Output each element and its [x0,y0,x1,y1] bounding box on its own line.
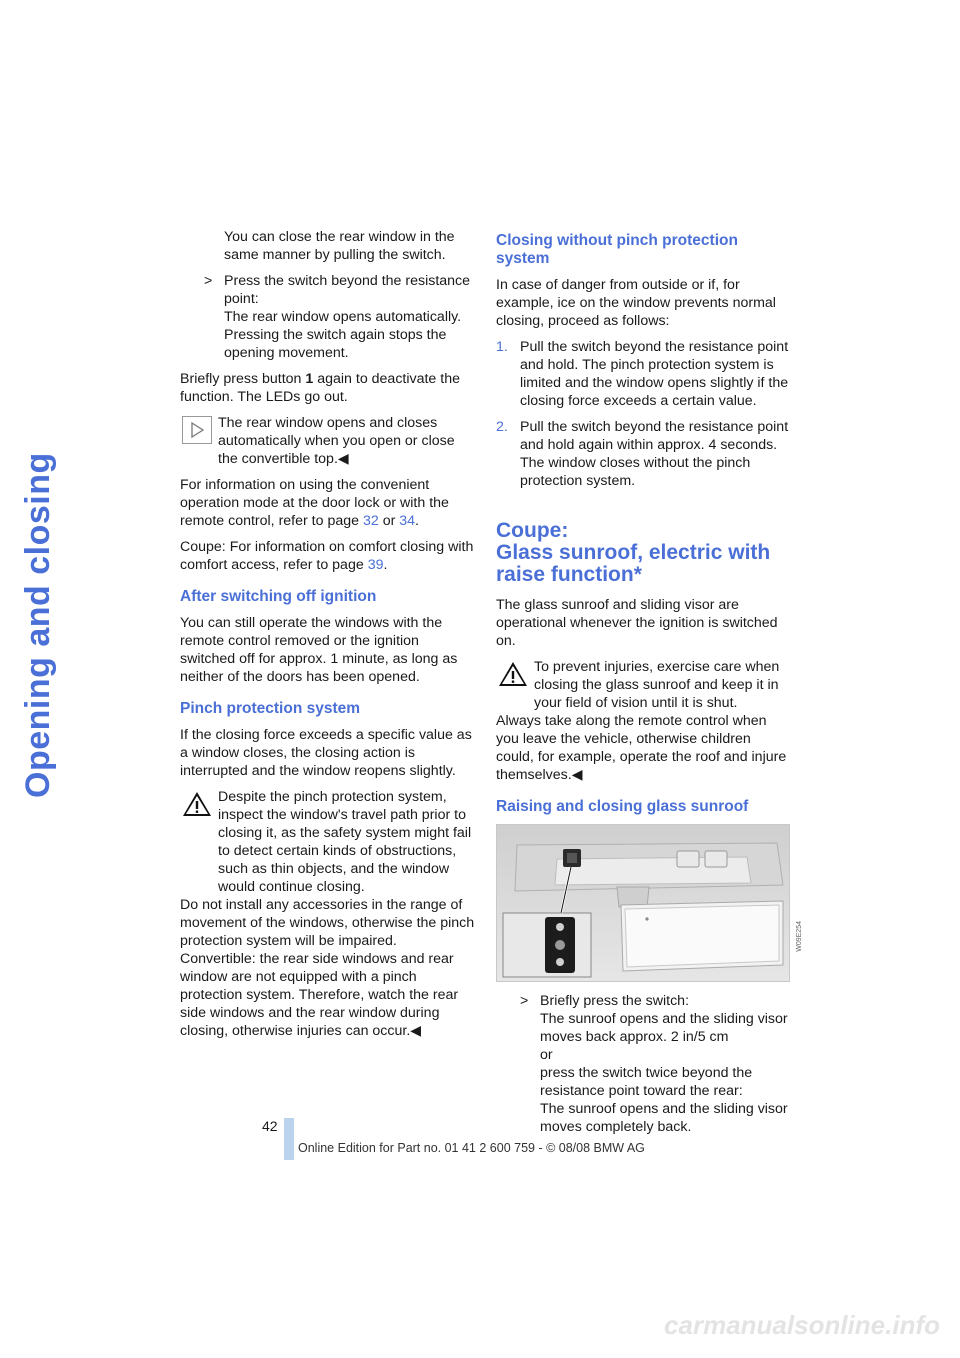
warning-text: To prevent injuries, exercise care when closing the glass sunroof and keep it in your field of vision until it is shut. [534,659,780,711]
warning-block [496,658,792,784]
paragraph: You can still operate the windows with the remote control removed or the ignition switched off for approx. 1 minute, as long as neither of the doors has been opened. [180,615,458,685]
warning-block [180,788,476,1040]
warning-text: Do not install any accessories in the range of movement of the windows, otherwise the pinch protection system will be impaired. [180,897,475,949]
paragraph [180,538,476,574]
note-arrow-icon [182,416,212,444]
list-item [496,992,792,1136]
text-run: . [383,557,388,573]
section-side-title [8,228,68,798]
page-link[interactable]: 39 [367,557,384,573]
section-heading: After switching off ignition [180,588,377,605]
section-heading: Pinch protection system [180,700,361,717]
text-run: Coupe: For information on comfort closing with comfort access, refer to page [180,539,474,573]
bullet-text: Press the switch beyond the resistance point: The rear window opens automatically. Pressing the switch again stops the opening movement. [224,273,471,361]
footer-text: Online Edition for Part no. 01 41 2 600 759 - © 08/08 BMW AG [298,1141,645,1155]
text-run: Briefly press button [180,371,306,387]
list-item [180,272,476,362]
text-run: again to deactivate the function. The LEDs go out. [180,371,460,405]
right-column [496,228,803,1144]
chapter-heading-prefix: Coupe: [496,519,569,542]
note-text: The rear window opens and closes automatically when you open or close the convertible top.◀ [218,415,455,467]
steps-list [496,338,792,490]
note-block [180,414,476,468]
bullet-text: Briefly press the switch: The sunroof opens and the sliding visor moves back approx. 2 in/5 cm or press the switch twice beyond the resistance point toward the rear: The sunroof opens and the sliding visor moves completely back. [540,993,788,1135]
warning-text: Convertible: the rear side windows and rear window are not equipped with a pinch protection system. Therefore, watch the rear side windows and the rear window during closing, otherwise injuries can occur.◀ [180,951,459,1039]
page-link[interactable]: 34 [399,513,416,529]
watermark-text: carmanualsonline.info [664,1310,940,1340]
step-number: 1. [496,339,508,355]
list-item [496,338,792,410]
paragraph [180,370,476,406]
left-column [180,228,476,1048]
footer-bar [284,1118,294,1160]
chapter-heading: Glass sunroof, electric with raise function* [496,541,771,586]
section-heading: Raising and closing glass sunroof [496,798,749,815]
button-number: 1 [305,371,314,387]
warning-text: Always take along the remote control when you leave the vehicle, otherwise children could, for example, operate the roof and injure themselves.◀ [496,713,787,783]
warning-icon [498,660,528,688]
text-run: . [415,513,419,529]
paragraph [180,476,476,530]
step-text: Pull the switch beyond the resistance point and hold again within approx. 4 seconds. The window closes without the pinch protection system. [520,419,789,489]
text-run: For information on using the convenient operation mode at the door lock or with the remote control, refer to page [180,477,449,529]
step-text: Pull the switch beyond the resistance point and hold. The pinch protection system is limited and the window opens slightly if the closing force exceeds a certain value. [520,339,789,409]
sunroof-switch-figure [496,824,803,982]
bullet-mark: > [520,993,529,1009]
page-number: 42 [262,1118,278,1134]
list-item [496,418,792,490]
figure-code: W09E254 [796,921,803,952]
text-run: or [378,513,400,529]
bullet-mark: > [204,273,213,289]
paragraph: The glass sunroof and sliding visor are operational whenever the ignition is switched on. [496,597,778,649]
warning-icon [182,790,212,818]
sunroof-switch-illustration [497,825,789,981]
watermark [0,1310,960,1341]
paragraph: If the closing force exceeds a specific value as a window closes, the closing action is interrupted and the window reopens slightly. [180,727,472,779]
section-side-title-text: Opening and closing [19,452,57,798]
warning-text: Despite the pinch protection system, inspect the window's travel path prior to closing it, as the safety system might fail to detect certain kinds of obstructions, such as thin objects, and the window would continue closing. [218,789,472,895]
paragraph: You can close the rear window in the same manner by pulling the switch. [224,229,455,263]
page-link[interactable]: 32 [362,513,379,529]
section-heading: Closing without pinch protection system [496,232,738,267]
paragraph: In case of danger from outside or if, for example, ice on the window prevents normal closing, proceed as follows: [496,277,776,329]
step-number: 2. [496,419,508,435]
